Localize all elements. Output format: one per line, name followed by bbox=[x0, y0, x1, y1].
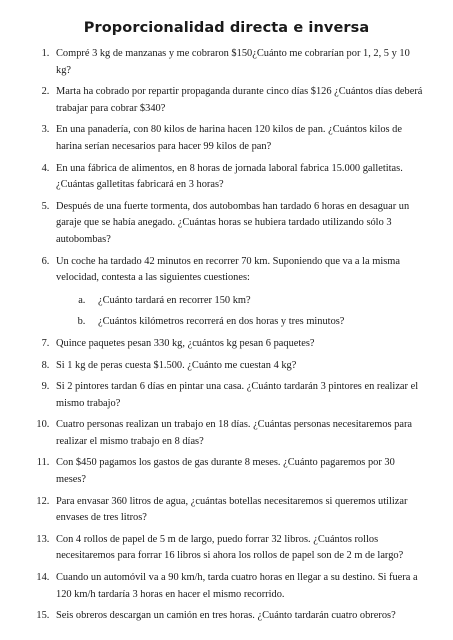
problem-text: Para envasar 360 litros de agua, ¿cuántas botellas necesitaremos si queremos utilizar envases de tres litros? bbox=[56, 495, 408, 524]
problem-text: Compré 3 kg de manzanas y me cobraron $150¿Cuánto me cobrarían por 1, 2, 5 y 10 kg? bbox=[56, 48, 410, 76]
problem-item bbox=[52, 608, 425, 625]
problem-item bbox=[52, 254, 425, 331]
problem-text: Después de una fuerte tormenta, dos autobombas han tardado 6 horas en desaguar un garaje que se había anegado. ¿Cuántas horas se hubiera tardado utilizando sólo 3 autobombas? bbox=[56, 200, 410, 245]
problem-item bbox=[52, 336, 425, 353]
problem-text: Marta ha cobrado por repartir propaganda durante cinco días $126 ¿Cuántos días deberá trabajar para cobrar $340? bbox=[56, 86, 423, 114]
problem-item bbox=[52, 455, 425, 488]
problem-item bbox=[52, 417, 425, 450]
problem-item bbox=[52, 532, 425, 565]
sub-question-text: ¿Cuántos kilómetros recorrerá en dos horas y tres minutos? bbox=[98, 316, 345, 328]
problem-item bbox=[52, 199, 425, 249]
problem-text: En una panadería, con 80 kilos de harina hacen 120 kilos de pan. ¿Cuántos kilos de harina serían necesarios para hacer 99 kilos de pan? bbox=[56, 124, 402, 152]
problem-text: Quince paquetes pesan 330 kg, ¿cuántos kg pesan 6 paquetes? bbox=[56, 337, 315, 349]
sub-question-text: ¿Cuánto tardará en recorrer 150 km? bbox=[98, 294, 251, 306]
problem-text: Un coche ha tardado 42 minutos en recorrer 70 km. Suponiendo que va a la misma velocidad, contesta a las siguientes cuestiones: bbox=[56, 255, 400, 284]
problem-text: Cuando un automóvil va a 90 km/h, tarda cuatro horas en llegar a su destino. Si fuera a 120 km/h tardaría 3 horas en hacer el mismo recorrido. bbox=[56, 572, 418, 600]
problem-item bbox=[52, 570, 425, 603]
problem-item bbox=[52, 84, 425, 117]
problem-text: Con $450 pagamos los gastos de gas durante 8 meses. ¿Cuánto pagaremos por 30 meses? bbox=[56, 457, 395, 486]
problem-list bbox=[28, 46, 425, 625]
problem-text: Seis obreros descargan un camión en tres horas. ¿Cuánto tardarán cuatro obreros? bbox=[56, 610, 396, 622]
problem-item bbox=[52, 161, 425, 194]
sub-question-item bbox=[88, 314, 425, 331]
problem-text: Si 2 pintores tardan 6 días en pintar una casa. ¿Cuánto tardarán 3 pintores en realizar el mismo trabajo? bbox=[56, 381, 419, 409]
problem-item bbox=[52, 358, 425, 375]
page-title: Proporcionalidad directa e inversa bbox=[83, 20, 370, 36]
problem-text: Cuatro personas realizan un trabajo en 18 días. ¿Cuántas personas necesitaremos para realizar el mismo trabajo en 8 días? bbox=[56, 419, 413, 447]
problem-text: Con 4 rollos de papel de 5 m de largo, puedo forrar 32 libros. ¿Cuántos rollos necesitaremos para forrar 16 libros si ahora los rollos de papel son de 2 m de largo? bbox=[56, 533, 404, 562]
sub-question-item bbox=[88, 293, 425, 310]
problem-item bbox=[52, 122, 425, 155]
problem-text: En una fábrica de alimentos, en 8 horas de jornada laboral fabrica 15.000 galletitas. ¿Cuántas galletitas fabricará en 3 horas? bbox=[56, 162, 403, 191]
problem-item bbox=[52, 379, 425, 412]
sub-question-list bbox=[56, 293, 425, 331]
problem-item bbox=[52, 46, 425, 79]
problem-text: Si 1 kg de peras cuesta $1.500. ¿Cuánto me cuestan 4 kg? bbox=[56, 359, 297, 371]
problem-item bbox=[52, 494, 425, 527]
